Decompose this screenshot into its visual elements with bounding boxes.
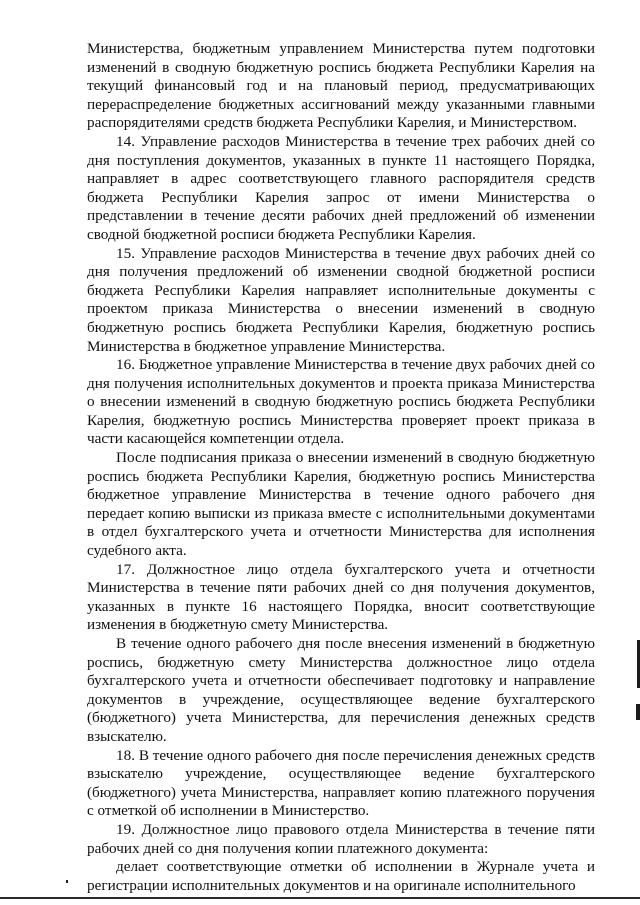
paragraph-16: 16. Бюджетное управление Министерства в течение двух рабочих дней со дня получения исполнительных документов и проекта приказа Министерства о внесении изменений в сводную бюджетную роспись бюджета Республики Карелия, бюджетную роспись Министерства проверяет проект приказа в части касающейся компетенции отдела. <box>87 356 595 448</box>
paragraph-18: 18. В течение одного рабочего дня после перечисления денежных средств взыскателю учреждение, осуществляющее ведение бухгалтерского (бюджетного) учета Министерства, направляет копию платежного поручения с отметкой об исполнении в Министерство. <box>87 746 595 820</box>
paragraph-17: 17. Должностное лицо отдела бухгалтерского учета и отчетности Министерства в течение пяти рабочих дней со дня получения документов, указанных в пункте 16 настоящего Порядка, вносит соответствующие изменения в бюджетную смету Министерства. <box>87 560 595 634</box>
paragraph-17-transfer: В течение одного рабочего дня после внесения изменений в бюджетную роспись, бюджетную смету Министерства должностное лицо отдела бухгалтерского учета и отчетности обеспечивает подготовку и направление документов в учреждение, осуществляющее ведение бухгалтерского (бюджетного) учета Министерства, для перечисления денежных средств взыскателю. <box>87 635 595 745</box>
paragraph-19: 19. Должностное лицо правового отдела Министерства в течение пяти рабочих дней со дня получения копии платежного документа: <box>87 820 595 857</box>
paragraph-16-after-signing: После подписания приказа о внесении изменений в сводную бюджетную роспись бюджета Республики Карелия, бюджетную роспись Министерства бюджетное управление Министерства в течение одного рабочего дня передает копию выписки из приказа вместе с исполнительными документами в отдел бухгалтерского учета и отчетности Министерства для исполнения судебного акта. <box>87 449 595 560</box>
document-page <box>87 40 595 895</box>
scan-edge-mark <box>636 704 640 720</box>
paragraph-15: 15. Управление расходов Министерства в течение двух рабочих дней со дня получения предложений об изменении сводной бюджетной росписи бюджета Республики Карелия направляет исполнительные документы с проектом приказа Министерства о внесении изменений в сводную бюджетную роспись бюджета Республики Карелия, бюджетную роспись Министерства в бюджетное управление Министерства. <box>87 244 595 355</box>
paragraph-19-marks: делает соответствующие отметки об исполнении в Журнале учета и регистрации исполнительных документов и на оригинале исполнительного <box>87 858 595 894</box>
scan-speck <box>66 880 68 883</box>
scan-bottom-edge <box>0 897 640 899</box>
paragraph-continuation: Министерства, бюджетным управлением Министерства путем подготовки изменений в сводную бюджетную роспись бюджета Республики Карелия на текущий финансовый год и на плановый период, предусматривающих перераспределение бюджетных ассигнований между указанными главными распорядителями средств бюджета Республики Карелия, и Министерством. <box>87 40 595 132</box>
paragraph-14: 14. Управление расходов Министерства в течение трех рабочих дней со дня поступления документов, указанных в пункте 11 настоящего Порядка, направляет в адрес соответствующего главного распорядителя средств бюджета Республики Карелия запрос от имени Министерства о представлении в течение десяти рабочих дней предложений об изменении сводной бюджетной росписи бюджета Республики Карелия. <box>87 132 595 243</box>
